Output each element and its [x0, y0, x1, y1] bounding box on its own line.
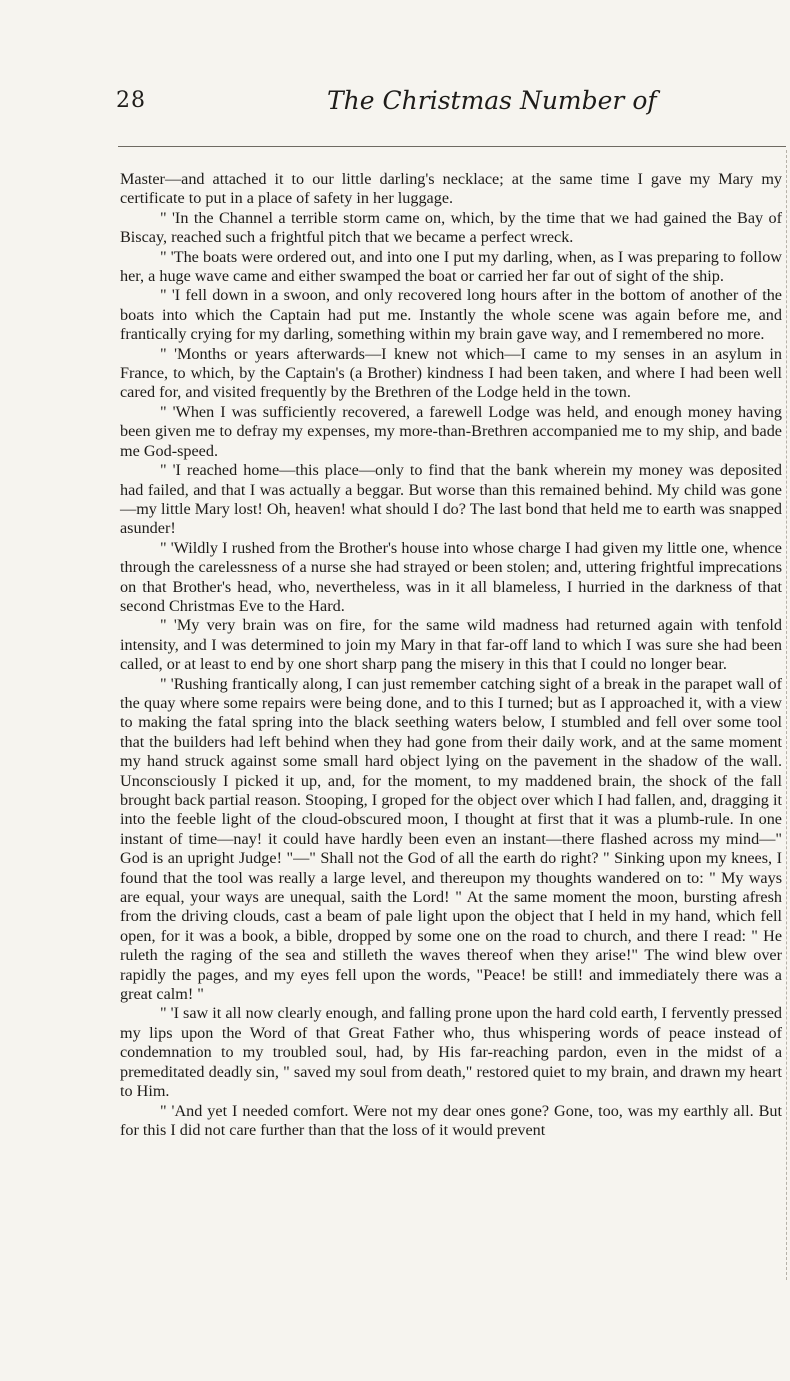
page-number: 28 [116, 88, 146, 113]
paragraph: " 'Wildly I rushed from the Brother's house into whose charge I had given my little one, whence through the carelessness of a nurse she had strayed or been stolen; and, uttering frightful imprecations on that Brother's head, who, nevertheless, was in it all blameless, I hurried in the darkness of that second Christmas Eve to the Hard. [120, 538, 782, 615]
running-title: The Christmas Number of [327, 86, 657, 115]
paragraph: " 'The boats were ordered out, and into one I put my darling, when, as I was preparing to follow her, a huge wave came and either swamped the boat or carried her far out of sight of the ship. [120, 247, 782, 286]
paragraph: Master—and attached it to our little darling's necklace; at the same time I gave my Mary my certificate to put in a place of safety in her luggage. [120, 170, 782, 208]
paragraph: " 'I fell down in a swoon, and only recovered long hours after in the bottom of another of the boats into which the Captain had put me. Instantly the whole scene was again before me, and frantically crying for my darling, something within my brain gave way, and I remembered no more. [120, 286, 782, 344]
page-header [112, 86, 772, 126]
paragraph: " 'I saw it all now clearly enough, and falling prone upon the hard cold earth, I fervently pressed my lips upon the Word of that Great Father who, thus whispering words of peace instead of condemnation to my troubled soul, had, by His far-reaching pardon, even in the midst of a premeditated deadly sin, " saved my soul from death," restored quiet to my brain, and drawn my heart to Him. [120, 1004, 782, 1101]
page-edge [786, 150, 787, 1280]
paragraph: " 'And yet I needed comfort. Were not my dear ones gone? Gone, too, was my earthly all. But for this I did not care further than that the loss of it would prevent [120, 1101, 782, 1139]
body-text [120, 170, 782, 1140]
header-rule [118, 146, 786, 147]
paragraph: " 'Months or years afterwards—I knew not which—I came to my senses in an asylum in France, to which, by the Captain's (a Brother) kindness I had been taken, and where I had been well cared for, and visited frequently by the Brethren of the Lodge held in the town. [120, 344, 782, 402]
paragraph: " 'Rushing frantically along, I can just remember catching sight of a break in the parapet wall of the quay where some repairs were being done, and to this I turned; but as I approached it, with a view to making the fatal spring into the black seething waters below, I stumbled and fell over some tool that the builders had left behind when they had gone from their daily work, and at the same moment my hand struck against some small hard object lying on the pavement in the shadow of the wall. Unconsciously I picked it up, and, for the moment, to my maddened brain, the shock of the fall brought back partial reason. Stooping, I groped for the object over which I had fallen, and, dragging it into the feeble light of the cloud-obscured moon, I thought at first that it was a plumb-rule. In one instant of time—nay! it could have hardly been even an instant—there flashed across my mind—" God is an upright Judge! "—" Shall not the God of all the earth do right? " Sinking upon my knees, I found that the tool was really a large level, and thereupon my thoughts wandered on to: " My ways are equal, your ways are unequal, saith the Lord! " At the same moment the moon, bursting afresh from the driving clouds, cast a beam of pale light upon the object that I held in my hand, which fell open, for it was a book, a bible, dropped by some one on the road to church, and there I read: " He ruleth the raging of the sea and stilleth the waves thereof when they arise!" The wind blew over rapidly the pages, and my eyes fell upon the words, "Peace! be still! and immediately there was a great calm! " [120, 674, 782, 1004]
paragraph: " 'When I was sufficiently recovered, a farewell Lodge was held, and enough money having been given me to defray my expenses, my more-than-Brethren accompanied me to my ship, and bade me God-speed. [120, 402, 782, 460]
paragraph: " 'I reached home—this place—only to find that the bank wherein my money was deposited had failed, and that I was actually a beggar. But worse than this remained behind. My child was gone—my little Mary lost! Oh, heaven! what should I do? The last bond that held me to earth was snapped asunder! [120, 461, 782, 538]
paragraph: " 'My very brain was on fire, for the same wild madness had returned again with tenfold intensity, and I was determined to join my Mary in that far-off land to which I was sure she had been called, or at least to end by one short sharp pang the misery in this that I could no longer bear. [120, 616, 782, 674]
paragraph: " 'In the Channel a terrible storm came on, which, by the time that we had gained the Bay of Biscay, reached such a frightful pitch that we became a perfect wreck. [120, 208, 782, 247]
